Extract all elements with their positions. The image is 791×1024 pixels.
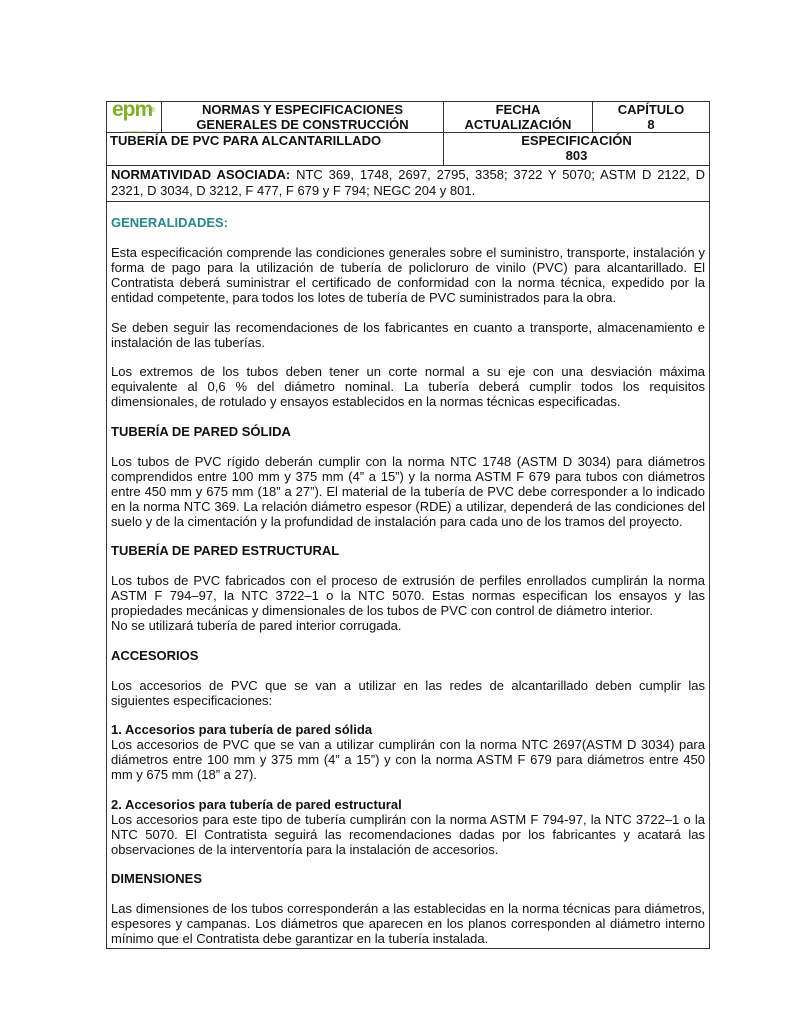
paragraph: Los accesorios de PVC que se van a utilizar en las redes de alcantarillado deben cumplir las siguientes especificaciones: (111, 677, 705, 708)
paragraph: Se deben seguir las recomendaciones de los fabricantes en cuanto a transporte, almacenamiento e instalación de las tuberías. (111, 319, 705, 350)
subheading-accesorios-solida: 1. Accesorios para tubería de pared sólida (111, 722, 373, 737)
subheading-accesorios-estructural: 2. Accesorios para tubería de pared estructural (111, 796, 402, 812)
document-frame (106, 98, 710, 949)
section-heading-accesorios: ACCESORIOS (111, 647, 199, 663)
capitulo (592, 102, 709, 132)
subject-row (107, 133, 709, 166)
paragraph-note: No se utilizará tubería de pared interior corrugada. (111, 618, 402, 633)
section-heading-generalidades: GENERALIDADES: (111, 215, 229, 230)
paragraph: Los accesorios de PVC que se van a utilizar cumplirán con la norma NTC 2697(ASTM D 3034) para diámetros entre 100 mm y 375 mm (4” a 15”) y con la norma ASTM F 679 para diámetros entre 450 mm y 675 mm (18” a 27). (111, 737, 705, 782)
header-row (107, 98, 709, 134)
section-heading-pared-estructural: TUBERÍA DE PARED ESTRUCTURAL (111, 543, 340, 558)
capitulo-label: CAPÍTULO (617, 102, 685, 117)
especificacion-label: ESPECIFICACIÓN (521, 133, 632, 148)
section-heading-pared-solida: TUBERÍA DE PARED SÓLIDA (111, 423, 291, 439)
especificacion-value: 803 (565, 148, 588, 163)
title-line1: NORMAS Y ESPECIFICACIONES (201, 102, 404, 117)
epm-logo (107, 98, 161, 134)
fecha-actualizacion (443, 102, 592, 132)
logo-mark: epm (112, 98, 153, 121)
normatividad-label: NORMATIVIDAD ASOCIADA: (111, 167, 291, 182)
paragraph: Los accesorios para este tipo de tubería cumplirán con la norma ASTM F 794-97, la NTC 3722–1 o la NTC 5070. El Contratista seguirá las recomendaciones dadas por los fabricantes y acatará las observaciones de la interventoría para la instalación de accesorios. (111, 811, 705, 857)
especificacion (443, 133, 709, 165)
title-line2: GENERALES DE CONSTRUCCIÓN (196, 117, 409, 132)
normatividad (107, 166, 709, 201)
logo-tagline: estamos ahí (125, 129, 147, 134)
paragraph: Esta especificación comprende las condiciones generales sobre el suministro, transporte, instalación y forma de pago para la utilización de tubería de policloruro de vinilo (PVC) para alcantarillado. El Contratista deberá suministrar el certificado de conformidad con la norma técnica, expedido por la entidad competente, para todos los lotes de tubería de PVC suministrados para la obra. (111, 245, 705, 305)
paragraph: Los tubos de PVC rígido deberán cumplir con la norma NTC 1748 (ASTM D 3034) para diámetros comprendidos entre 100 mm y 375 mm (4” a 15”) y la norma ASTM F 679 para tubos con diámetros entre 450 mm y 675 mm (18” a 27”). El material de la tubería de PVC debe corresponder a lo indicado en la norma NTC 369. La relación diámetro espesor (RDE) a utilizar, dependerá de las condiciones del suelo y de la cimentación y la profundidad de instalación para cada uno de los tramos del proyecto. (111, 453, 705, 529)
document-body (107, 202, 709, 948)
fecha-label: FECHA (495, 102, 541, 117)
registered-icon: ® (151, 108, 156, 114)
normatividad-row (107, 166, 709, 202)
document-title (161, 102, 443, 132)
subject-title: TUBERÍA DE PVC PARA ALCANTARILLADO (110, 133, 382, 148)
actualizacion-label: ACTUALIZACIÓN (464, 117, 572, 132)
paragraph: Las dimensiones de los tubos corresponderán a las establecidas en la norma técnicas para diámetros, espesores y campanas. Los diámetros que aparecen en los planos corresponden al diámetro interno mínimo que el Contratista debe garantizar en la tubería instalada. (111, 901, 705, 946)
paragraph: Los tubos de PVC fabricados con el proceso de extrusión de perfiles enrollados cumplirán la norma ASTM F 794–97, la NTC 3722–1 o la NTC 5070. Estas normas especifican los ensayos y las propiedades mecánicas y dimensionales de los tubos de PVC con control de diámetro interior. (111, 573, 705, 618)
normatividad-text: NTC 369, 1748, 2697, 2795, 3358; 3722 Y 5070; ASTM D 2122, D 2321, D 3034, D 3212, F 477, F 679 y F 794; NEGC 204 y 801. (111, 167, 705, 198)
section-heading-dimensiones: DIMENSIONES (111, 871, 203, 886)
paragraph: Los extremos de los tubos deben tener un corte normal a su eje con una desviación máxima equivalente al 0,6 % del diámetro nominal. La tubería deberá cumplir todos los requisitos dimensionales, de rotulado y ensayos establecidos en la normas técnicas especificadas. (111, 364, 705, 409)
capitulo-value: 8 (647, 117, 655, 132)
